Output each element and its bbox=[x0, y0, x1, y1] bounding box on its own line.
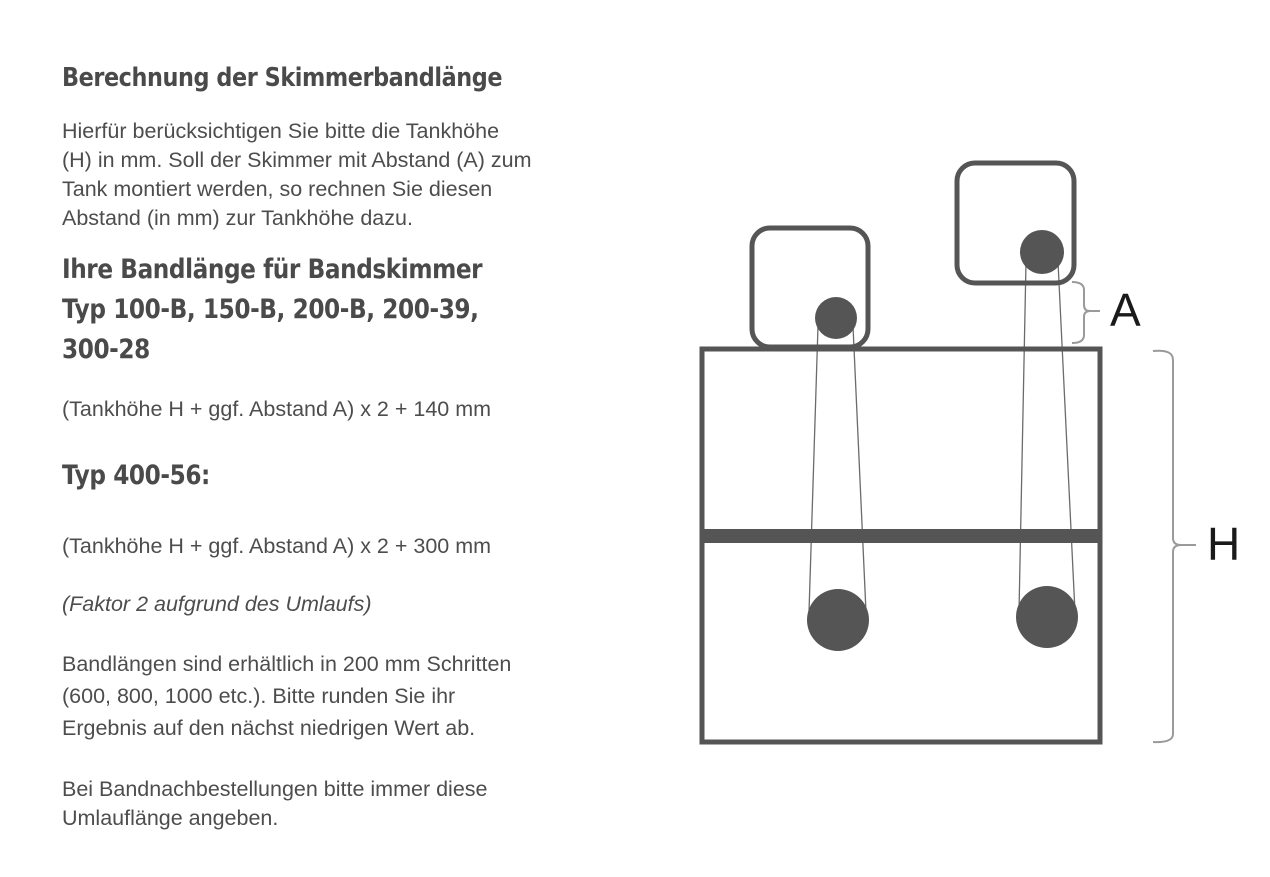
factor-note: (Faktor 2 aufgrund des Umlaufs) bbox=[62, 592, 372, 616]
return-pulley-right bbox=[1016, 586, 1078, 648]
brace-h bbox=[1153, 351, 1196, 742]
label-a: A bbox=[1110, 284, 1141, 336]
page-title: Berechnung der Skimmerbandlänge bbox=[62, 63, 503, 93]
intro-line: Tank montiert werden, so rechnen Sie diesen bbox=[62, 177, 493, 201]
drive-pulley-right bbox=[1020, 230, 1064, 274]
availability-line: (600, 800, 1000 etc.). Bitte runden Sie ihr bbox=[62, 684, 456, 708]
formula-type-400-56: (Tankhöhe H + ggf. Abstand A) x 2 + 300 mm bbox=[62, 534, 492, 558]
intro-line: Hierfür berücksichtigen Sie bitte die Tankhöhe bbox=[62, 119, 500, 143]
belt-right bbox=[1019, 262, 1075, 612]
intro-line: Abstand (in mm) zur Tankhöhe dazu. bbox=[62, 206, 413, 230]
availability-line: Ergebnis auf den nächst niedrigen Wert ab. bbox=[62, 716, 476, 740]
availability-line: Bandlängen sind erhältlich in 200 mm Schritten bbox=[62, 652, 512, 676]
drive-pulley-left bbox=[815, 297, 857, 339]
return-pulley-left bbox=[807, 589, 869, 651]
intro-line: (H) in mm. Soll der Skimmer mit Abstand (A) zum bbox=[62, 148, 532, 172]
label-h: H bbox=[1207, 518, 1241, 570]
heading-line: 300-28 bbox=[62, 334, 150, 365]
belt-left bbox=[809, 326, 866, 612]
heading-line: Typ 100-B, 150-B, 200-B, 200-39, bbox=[62, 294, 479, 325]
reorder-line: Bei Bandnachbestellungen bitte immer diese bbox=[62, 777, 488, 801]
formula-standard-types: (Tankhöhe H + ggf. Abstand A) x 2 + 140 mm bbox=[62, 397, 492, 421]
reorder-line: Umlauflänge angeben. bbox=[62, 806, 279, 830]
section-heading-type-400-56: Typ 400-56: bbox=[62, 460, 210, 491]
tank-outline bbox=[702, 349, 1100, 742]
brace-a bbox=[1072, 282, 1100, 343]
liquid-surface-bar bbox=[702, 529, 1100, 543]
heading-line: Ihre Bandlänge für Bandskimmer bbox=[62, 254, 483, 285]
